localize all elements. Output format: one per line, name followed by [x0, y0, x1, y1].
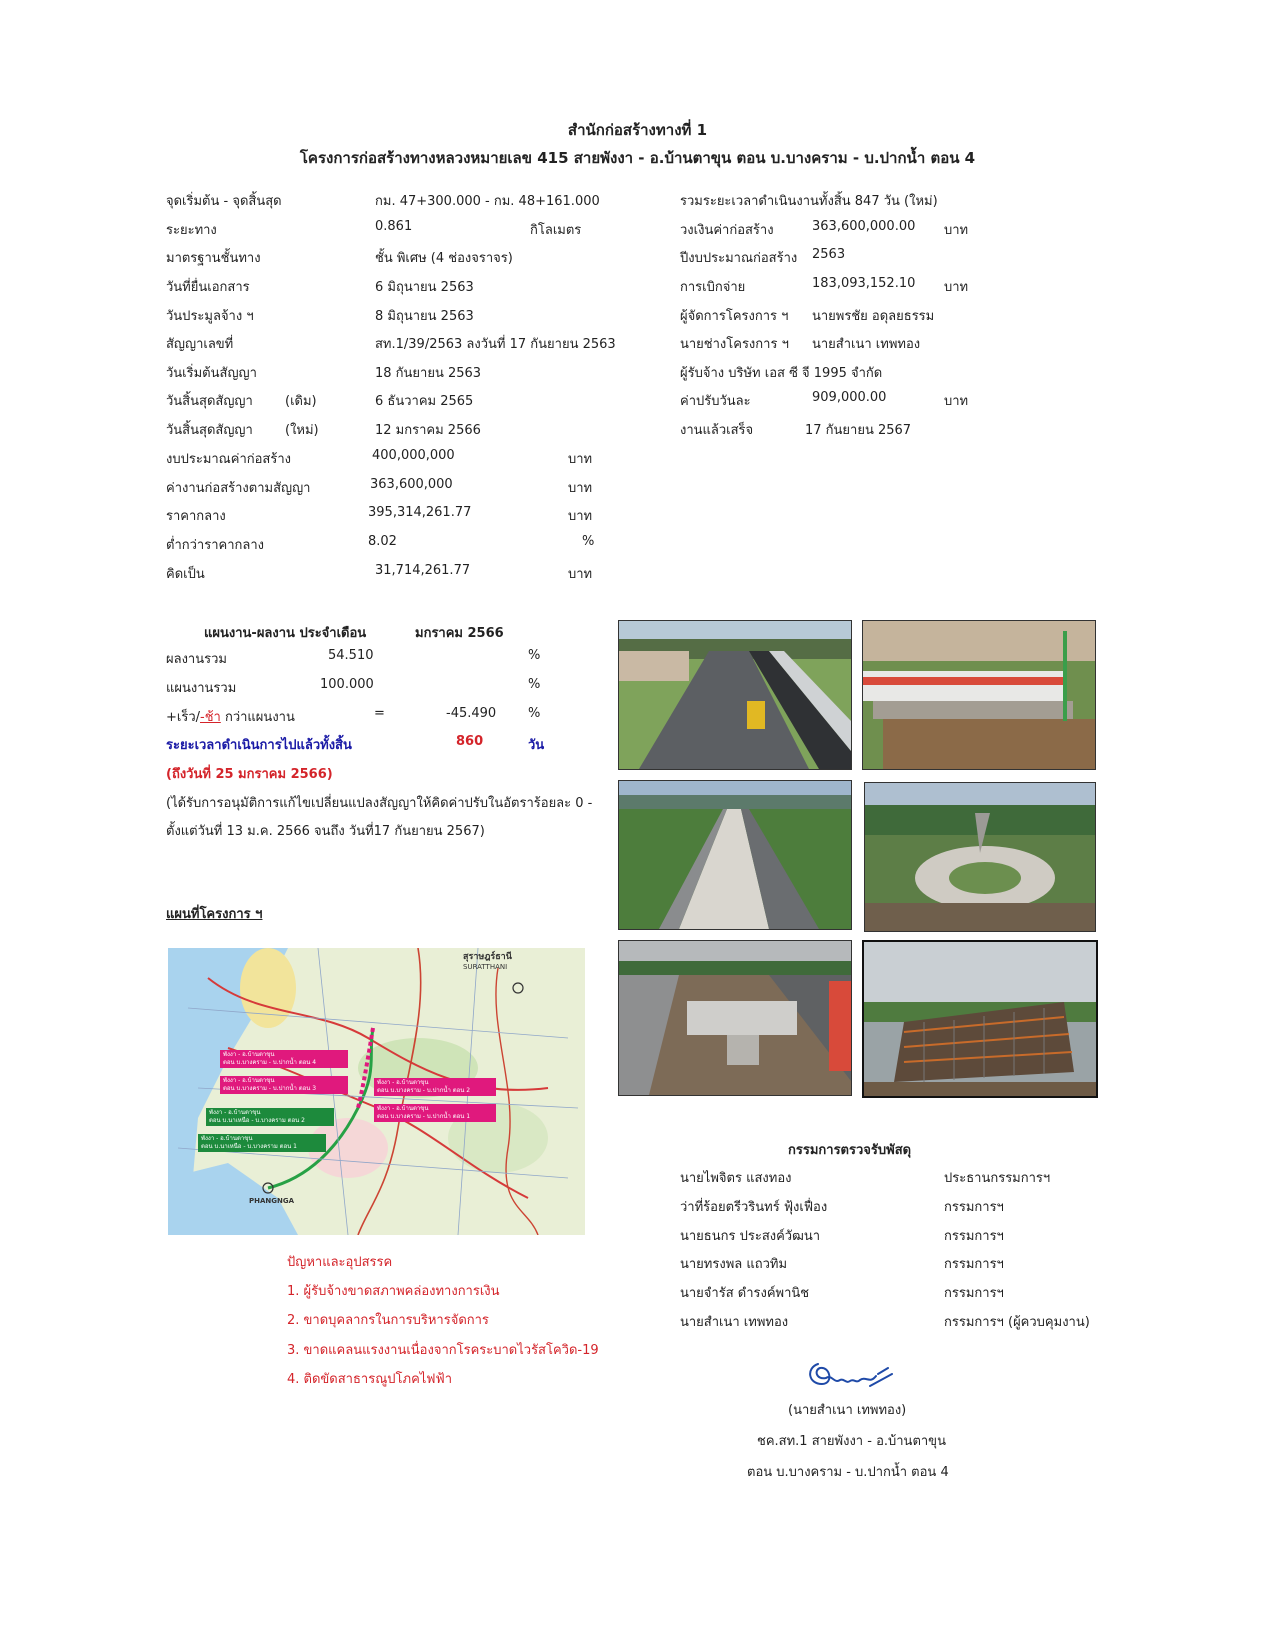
- info-value: 363,600,000: [370, 477, 453, 492]
- elapsed-label: ระยะเวลาดำเนินการไปแล้วทั้งสิ้น: [166, 738, 352, 753]
- info-label: งบประมาณค่าก่อสร้าง: [166, 452, 291, 467]
- committee-member-role: กรรมการฯ: [944, 1200, 1004, 1215]
- plan-value: 100.000: [320, 677, 374, 692]
- info-label: วันสิ้นสุดสัญญา: [166, 423, 253, 438]
- elapsed-unit: วัน: [528, 738, 545, 753]
- work-done-label: ผลงานรวม: [166, 652, 227, 667]
- map-label-nanuea-1: [198, 1134, 326, 1152]
- diff-label: [166, 706, 295, 727]
- percent-sign: %: [528, 677, 541, 692]
- info-unit: กิโลเมตร: [530, 223, 582, 238]
- info-value: 0.861: [375, 219, 413, 234]
- committee-member-name: นายทรงพล แถวทิม: [680, 1257, 788, 1272]
- map-label-line2: ตอน บ.บางคราม - บ.ปากน้ำ ตอน 2: [377, 1087, 471, 1094]
- progress-month: มกราคม 2566: [415, 626, 504, 641]
- info-label: วงเงินค่าก่อสร้าง: [680, 223, 774, 238]
- info-value: 363,600,000.00: [812, 219, 916, 234]
- committee-member-role: ประธานกรรมการฯ: [944, 1171, 1051, 1186]
- map-place-phangnga: PHANGNGA: [249, 1197, 295, 1205]
- info-label: ผู้รับจ้าง บริษัท เอส ซี จี 1995 จำกัด: [680, 366, 883, 381]
- info-label: นายช่างโครงการ ฯ: [680, 337, 789, 352]
- committee-member-name: นายสำเนา เทพทอง: [680, 1315, 789, 1330]
- site-photo-road-paving: [618, 620, 852, 770]
- info-unit: บาท: [568, 452, 593, 467]
- committee-member-role: กรรมการฯ (ผู้ควบคุมงาน): [944, 1315, 1090, 1330]
- info-label: วันสิ้นสุดสัญญา: [166, 394, 253, 409]
- map-label-line1: พังงา - อ.บ้านตาขุน: [223, 1077, 275, 1084]
- info-value: 31,714,261.77: [375, 563, 471, 578]
- signature-image: [800, 1350, 900, 1396]
- info-label: การเบิกจ่าย: [680, 280, 746, 295]
- committee-member-role: กรรมการฯ: [944, 1257, 1004, 1272]
- info-label: มาตรฐานชั้นทาง: [166, 251, 261, 266]
- map-label-line1: พังงา - อ.บ้านตาขุน: [377, 1105, 429, 1112]
- map-label-section-1: [374, 1104, 496, 1122]
- info-label: วันประมูลจ้าง ฯ: [166, 309, 254, 324]
- info-label: วันเริ่มต้นสัญญา: [166, 366, 257, 381]
- map-place-surat-en: SURATTHANI: [463, 963, 508, 971]
- info-unit: บาท: [568, 481, 593, 496]
- info-value: 18 กันยายน 2563: [375, 366, 482, 381]
- info-sublabel: (ใหม่): [285, 423, 319, 438]
- info-value: 395,314,261.77: [368, 505, 472, 520]
- elapsed-value: 860: [456, 734, 484, 749]
- map-label-line1: พังงา - อ.บ้านตาขุน: [377, 1079, 429, 1086]
- info-label: จุดเริ่มต้น - จุดสิ้นสุด: [166, 194, 282, 209]
- info-value: 6 มิถุนายน 2563: [375, 280, 474, 295]
- info-value: 12 มกราคม 2566: [375, 423, 481, 438]
- info-value: 183,093,152.10: [812, 276, 916, 291]
- committee-member-name: นายไพจิตร แสงทอง: [680, 1171, 792, 1186]
- info-label: งานแล้วเสร็จ: [680, 423, 754, 438]
- info-value: ชั้น พิเศษ (4 ช่องจราจร): [375, 251, 513, 266]
- map-label-section-4: [220, 1050, 348, 1068]
- site-photo-scaffolding: [862, 940, 1098, 1098]
- note-line-1: (ได้รับการอนุมัติการแก้ไขเปลี่ยนแปลงสัญญาให้คิดค่าปรับในอัตราร้อยละ 0 -: [166, 796, 593, 811]
- map-label-line2: ตอน บ.บางคราม - บ.ปากน้ำ ตอน 4: [223, 1059, 317, 1066]
- map-label-section-3: [220, 1076, 348, 1094]
- info-label: วันที่ยื่นเอกสาร: [166, 280, 250, 295]
- info-value: กม. 47+300.000 - กม. 48+161.000: [375, 194, 600, 209]
- problems-heading: ปัญหาและอุปสรรค: [287, 1255, 393, 1270]
- note-line-2: ตั้งแต่วันที่ 13 ม.ค. 2566 จนถึง วันที่17 กันยายน 2567): [166, 824, 485, 839]
- info-label: ต่ำกว่าราคากลาง: [166, 538, 264, 553]
- project-title: โครงการก่อสร้างทางหลวงหมายเลข 415 สายพังงา - อ.บ้านตาขุน ตอน บ.บางคราม - บ.ปากน้ำ ตอน 4: [299, 149, 976, 167]
- signer-position-1: ชค.สท.1 สายพังงา - อ.บ้านตาขุน: [757, 1434, 946, 1449]
- plan-label: แผนงานรวม: [166, 681, 237, 696]
- diff-value: -45.490: [446, 706, 497, 721]
- map-label-nanuea-2: [206, 1108, 334, 1126]
- problem-item: 4. ติดขัดสาธารณูปโภคไฟฟ้า: [287, 1372, 453, 1387]
- info-value: นายพรชัย อดุลยธรรม: [812, 309, 935, 324]
- map-label-line2: ตอน บ.บางคราม - บ.ปากน้ำ ตอน 1: [377, 1113, 471, 1120]
- diff-label-prefix: +เร็ว/: [166, 710, 200, 725]
- info-value: นายสำเนา เทพทอง: [812, 337, 921, 352]
- project-map: [168, 948, 585, 1235]
- committee-member-role: กรรมการฯ: [944, 1286, 1004, 1301]
- info-label: ค่างานก่อสร้างตามสัญญา: [166, 481, 311, 496]
- info-unit: บาท: [944, 394, 969, 409]
- info-label: คิดเป็น: [166, 567, 205, 582]
- info-value: สท.1/39/2563 ลงวันที่ 17 กันยายน 2563: [375, 337, 616, 352]
- as-of-date: (ถึงวันที่ 25 มกราคม 2566): [166, 767, 333, 782]
- info-label: สัญญาเลขที่: [166, 337, 234, 352]
- info-label: ผู้จัดการโครงการ ฯ: [680, 309, 789, 324]
- info-unit: บาท: [944, 280, 969, 295]
- map-label-line1: พังงา - อ.บ้านตาขุน: [223, 1051, 275, 1058]
- committee-member-name: นายธนกร ประสงค์วัฒนา: [680, 1229, 821, 1244]
- map-heading: แผนที่โครงการ ฯ: [166, 907, 263, 922]
- map-label-line2: ตอน บ.บางคราม - บ.ปากน้ำ ตอน 3: [223, 1085, 317, 1092]
- map-label-line1: พังงา - อ.บ้านตาขุน: [201, 1135, 253, 1142]
- site-photo-pier-cap: [618, 940, 852, 1096]
- map-label-line1: พังงา - อ.บ้านตาขุน: [209, 1109, 261, 1116]
- info-label: ปีงบประมาณก่อสร้าง: [680, 251, 798, 266]
- diff-label-suffix: กว่าแผนงาน: [220, 710, 295, 725]
- info-value: 8 มิถุนายน 2563: [375, 309, 474, 324]
- signer-name: (นายสำเนา เทพทอง): [788, 1403, 907, 1418]
- info-value: 2563: [812, 247, 846, 262]
- problem-item: 1. ผู้รับจ้างขาดสภาพคล่องทางการเงิน: [287, 1284, 500, 1299]
- info-label: ระยะทาง: [166, 223, 217, 238]
- info-label: รวมระยะเวลาดำเนินงานทั้งสิ้น 847 วัน (ใหม่): [680, 194, 938, 209]
- problem-item: 3. ขาดแคลนแรงงานเนื่องจากโรคระบาดไวรัสโควิด-19: [287, 1343, 599, 1358]
- map-label-section-2: [374, 1078, 496, 1096]
- percent-sign: %: [528, 648, 541, 663]
- committee-heading: กรรมการตรวจรับพัสดุ: [788, 1143, 912, 1158]
- info-value: 17 กันยายน 2567: [805, 423, 912, 438]
- info-unit: บาท: [944, 223, 969, 238]
- info-value: 6 ธันวาคม 2565: [375, 394, 474, 409]
- office-title: สำนักก่อสร้างทางที่ 1: [567, 121, 708, 139]
- info-value: 400,000,000: [372, 448, 455, 463]
- equals-sign: =: [374, 706, 385, 721]
- info-unit: บาท: [568, 567, 593, 582]
- info-label: ราคากลาง: [166, 509, 226, 524]
- progress-heading: แผนงาน-ผลงาน ประจำเดือน: [204, 626, 367, 641]
- map-label-line2: ตอน บ.นาเหนือ - บ.บางคราม ตอน 2: [209, 1117, 306, 1124]
- info-unit: %: [582, 534, 595, 549]
- site-photo-aerial-corridor: [618, 780, 852, 930]
- info-sublabel: (เดิม): [285, 394, 317, 409]
- site-photo-bridge: [862, 620, 1096, 770]
- info-unit: บาท: [568, 509, 593, 524]
- percent-sign: %: [528, 706, 541, 721]
- work-done-value: 54.510: [328, 648, 374, 663]
- info-label: ค่าปรับวันละ: [680, 394, 751, 409]
- committee-member-name: นายจำรัส ดำรงค์พานิช: [680, 1286, 810, 1301]
- map-label-line2: ตอน บ.นาเหนือ - บ.บางคราม ตอน 1: [201, 1143, 298, 1150]
- info-value: 8.02: [368, 534, 397, 549]
- map-place-surat: สุราษฎร์ธานี: [463, 952, 512, 962]
- committee-member-role: กรรมการฯ: [944, 1229, 1004, 1244]
- committee-member-name: ว่าที่ร้อยตรีวรินทร์ ฟุ้งเฟื่อง: [680, 1200, 828, 1215]
- signer-position-2: ตอน บ.บางคราม - บ.ปากน้ำ ตอน 4: [747, 1465, 949, 1480]
- site-photo-roundabout: [864, 782, 1096, 932]
- diff-label-slow: -ช้า: [200, 710, 221, 725]
- info-value: 909,000.00: [812, 390, 887, 405]
- problem-item: 2. ขาดบุคลากรในการบริหารจัดการ: [287, 1313, 489, 1328]
